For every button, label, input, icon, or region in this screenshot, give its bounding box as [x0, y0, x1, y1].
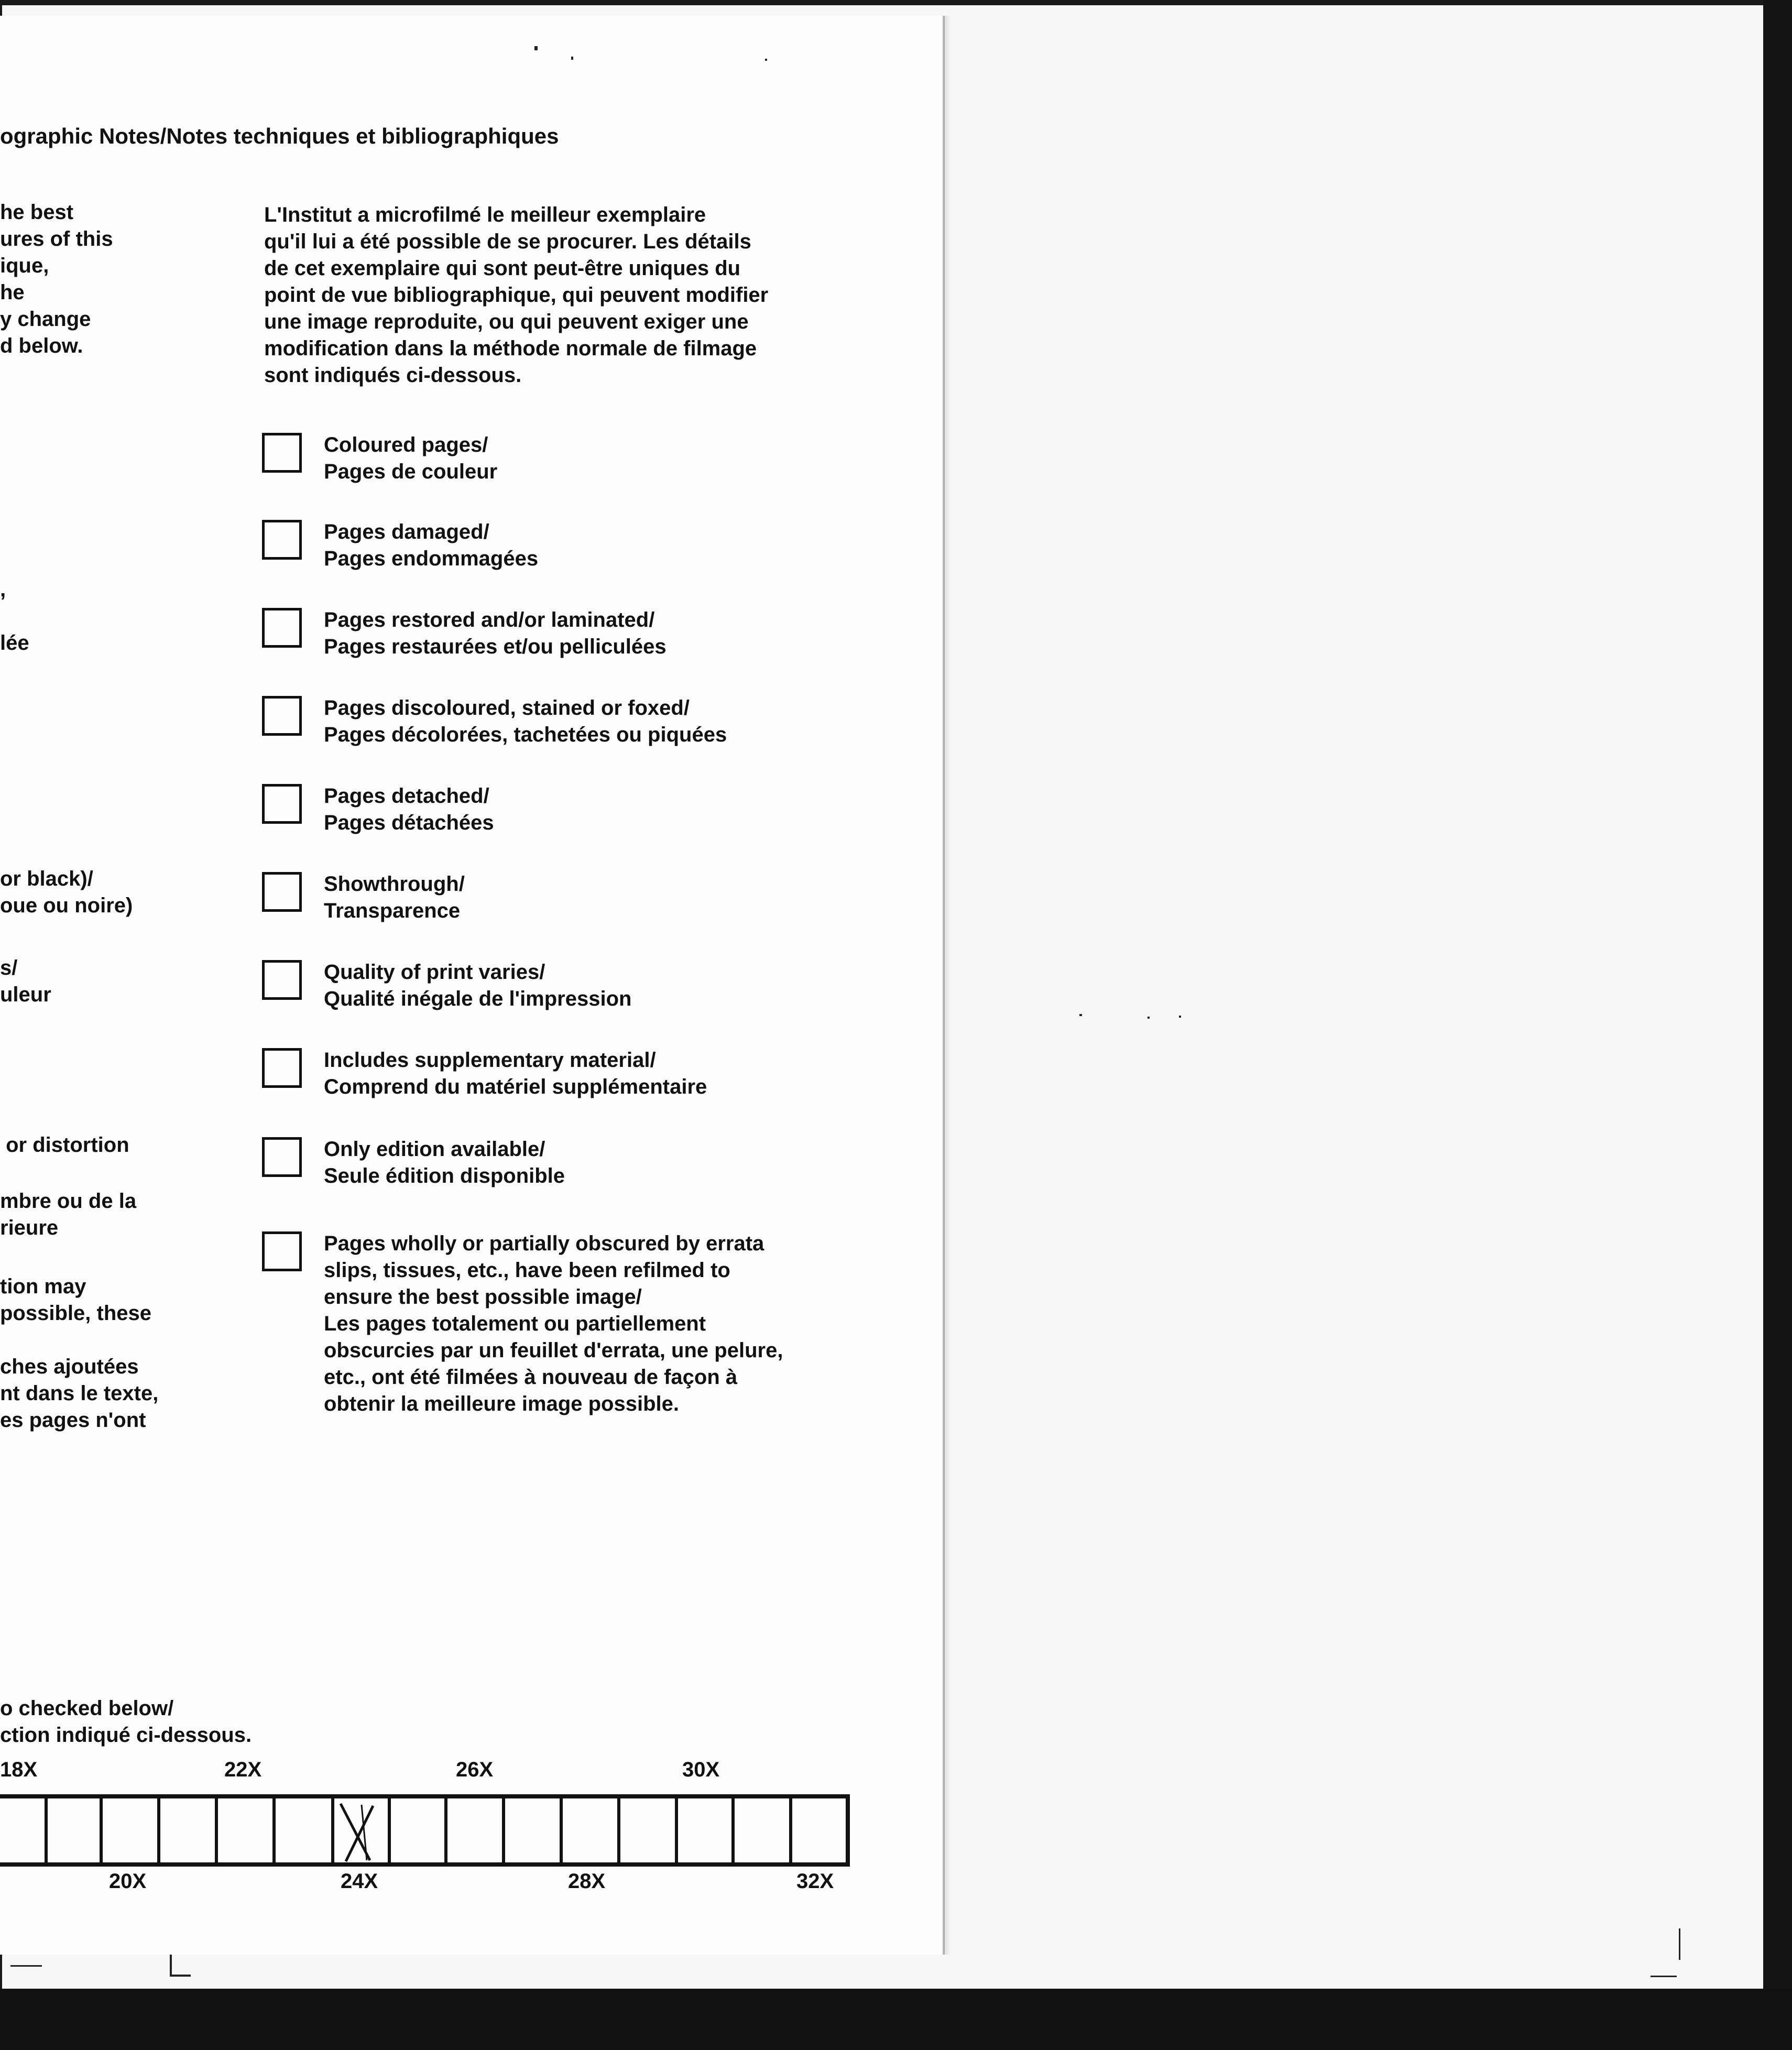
- checkbox[interactable]: [262, 608, 302, 648]
- checklist-label: Quality of print varies/ Qualité inégale de l'impression: [324, 961, 632, 1010]
- speck: [571, 57, 573, 60]
- scan-border-bottom: [0, 1989, 1792, 2050]
- left-column-fragment: or distortion: [0, 1133, 129, 1157]
- left-column-fragment: possible, these: [0, 1302, 151, 1325]
- checklist-label: Pages restored and/or laminated/ Pages restaurées et/ou pelliculées: [324, 608, 666, 658]
- scale-label-top: 18X: [0, 1758, 38, 1781]
- left-column-fragment: oue ou noire): [0, 894, 133, 917]
- left-column-fragment: d below.: [0, 334, 83, 357]
- speck: [1179, 1016, 1181, 1018]
- stray-mark: [1651, 1976, 1677, 1977]
- left-column-fragment: ures of this: [0, 227, 113, 250]
- checklist-label: Includes supplementary material/ Comprend du matériel supplémentaire: [324, 1049, 707, 1098]
- left-column-fragment: tion may: [0, 1275, 86, 1298]
- left-column-fragment: ction indiqué ci-dessous.: [0, 1724, 252, 1747]
- left-column-fragment: rieure: [0, 1216, 59, 1239]
- left-column-fragment: nt dans le texte,: [0, 1382, 159, 1405]
- left-column-fragment: es pages n'ont: [0, 1409, 146, 1432]
- page-heading: ographic Notes/Notes techniques et bibliographiques: [0, 124, 559, 148]
- checklist-label: Showthrough/ Transparence: [324, 873, 465, 922]
- checklist-label: Pages detached/ Pages détachées: [324, 784, 494, 834]
- checkbox[interactable]: [262, 872, 302, 912]
- scale-label-bottom: 20X: [109, 1870, 147, 1893]
- checkbox[interactable]: [262, 784, 302, 824]
- speck: [1079, 1014, 1082, 1016]
- left-column-fragment: ique,: [0, 254, 49, 277]
- scale-label-bottom: 24X: [341, 1870, 378, 1893]
- left-column-fragment: or black)/: [0, 867, 93, 890]
- checkbox[interactable]: [262, 1231, 302, 1271]
- left-column-fragment: ,: [0, 578, 6, 601]
- left-column-fragment: ches ajoutées: [0, 1355, 139, 1378]
- checklist-label: Only edition available/ Seule édition disponible: [324, 1138, 565, 1187]
- scale-grid: [0, 1794, 850, 1867]
- scale-label-top: 26X: [456, 1758, 494, 1781]
- left-column-fragment: uleur: [0, 983, 51, 1006]
- left-column-fragment: s/: [0, 956, 18, 979]
- scale-label-top: 30X: [682, 1758, 720, 1781]
- left-column-fragment: o checked below/: [0, 1697, 174, 1720]
- page-edge-shadow: [942, 16, 952, 1955]
- checklist-label: Pages discoloured, stained or foxed/ Pages décolorées, tachetées ou piquées: [324, 696, 727, 746]
- stray-mark: [1679, 1928, 1680, 1960]
- stray-mark: [170, 1975, 191, 1977]
- stray-mark: [10, 1965, 42, 1967]
- checkbox[interactable]: [262, 520, 302, 560]
- checkbox[interactable]: [262, 696, 302, 736]
- speck: [1148, 1017, 1150, 1019]
- scale-label-top: 22X: [224, 1758, 262, 1781]
- left-column-fragment: mbre ou de la: [0, 1190, 137, 1213]
- scan-border-right: [1763, 0, 1792, 2050]
- stray-mark: [170, 1955, 172, 1976]
- document-page: [0, 16, 945, 1955]
- scale-label-bottom: 32X: [796, 1870, 834, 1893]
- checklist-label: Pages wholly or partially obscured by errata slips, tissues, etc., have been refilmed to ensure the best possible image/ Les pages totalement ou partiellement obscurcies par un feuillet d'errata, une pelure, etc., ont été filmées à nouveau de façon à obtenir la meilleure image possible.: [324, 1232, 783, 1415]
- checklist-label: Coloured pages/ Pages de couleur: [324, 433, 498, 483]
- scan-border-top: [0, 0, 1792, 5]
- speck: [534, 46, 538, 50]
- intro-paragraph: L'Institut a microfilmé le meilleur exemplaire qu'il lui a été possible de se procurer. Les détails de cet exemplaire qui sont peut-être uniques du point de vue bibliographique, qui peuvent modifier une image reproduite, ou qui peuvent exiger une modification dans la méthode normale de filmage sont indiqués ci-dessous.: [264, 203, 769, 387]
- checkbox[interactable]: [262, 433, 302, 473]
- left-column-fragment: lée: [0, 631, 29, 655]
- checkbox[interactable]: [262, 1137, 302, 1177]
- checklist-label: Pages damaged/ Pages endommagées: [324, 520, 539, 570]
- scale-mark-x: [0, 1798, 854, 1867]
- checkbox[interactable]: [262, 1048, 302, 1088]
- left-column-fragment: he: [0, 281, 25, 304]
- left-column-fragment: he best: [0, 201, 74, 224]
- scale-label-bottom: 28X: [568, 1870, 606, 1893]
- checkbox[interactable]: [262, 960, 302, 1000]
- speck: [765, 59, 767, 61]
- left-column-fragment: y change: [0, 308, 91, 331]
